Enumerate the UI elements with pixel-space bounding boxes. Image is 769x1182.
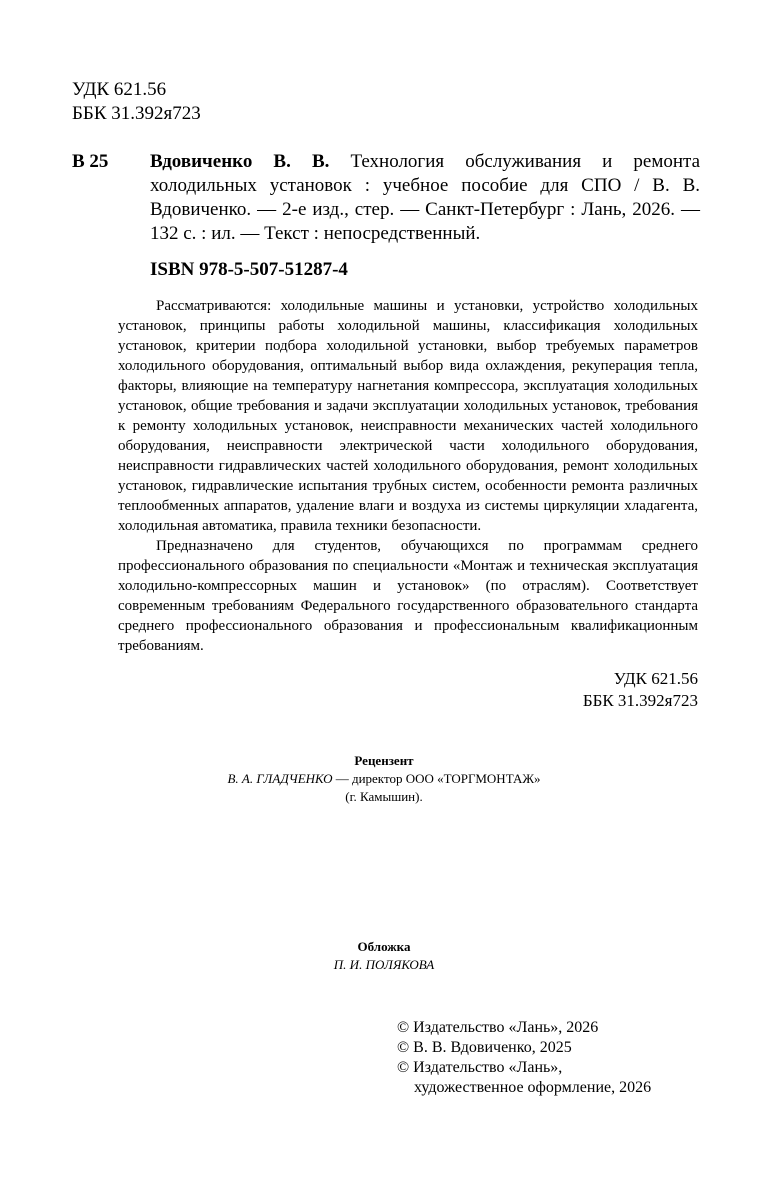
udk-code: УДК 621.56 bbox=[72, 79, 167, 100]
cover-label: Обложка bbox=[357, 939, 411, 954]
copyright-line-2: © В. В. Вдовиченко, 2025 bbox=[397, 1039, 572, 1056]
cover-designer: П. И. ПОЛЯКОВА bbox=[333, 957, 435, 972]
title-description: Технология обслуживания и ремонта холодильных установок : учебное пособие для СПО / В. В. Вдовиченко. — 2-е изд., стер. — Санкт-Петербург : Лань, 2026. — 132 с. : ил. — Текст : непосредственный. bbox=[150, 151, 701, 244]
copyright-line-3: © Издательство «Лань», bbox=[397, 1059, 563, 1076]
reviewer-label: Рецензент bbox=[354, 753, 414, 768]
bibliographic-description bbox=[150, 150, 700, 246]
copyright-line-1: © Издательство «Лань», 2026 bbox=[397, 1019, 599, 1036]
copyright-line-4: художественное оформление, 2026 bbox=[414, 1079, 652, 1096]
author-name: Вдовиченко В. В. bbox=[150, 151, 330, 172]
udk-code-bottom: УДК 621.56 bbox=[613, 669, 698, 688]
reviewer-city: (г. Камышин). bbox=[345, 789, 423, 804]
reviewer-line bbox=[200, 770, 568, 788]
cover-block bbox=[200, 938, 568, 974]
classification-footer bbox=[520, 668, 698, 712]
bibliographic-entry bbox=[72, 150, 700, 246]
classification-header bbox=[72, 78, 201, 126]
reviewer-block bbox=[200, 752, 568, 806]
reviewer-name: В. А. ГЛАДЧЕНКО bbox=[227, 771, 333, 786]
bbk-code-bottom: ББК 31.392я723 bbox=[582, 691, 698, 710]
bbk-code: ББК 31.392я723 bbox=[72, 103, 201, 124]
author-sign-code: В 25 bbox=[72, 151, 109, 172]
annotation-paragraph-1: Рассматриваются: холодильные машины и установки, устройство холодильных установок, принципы работы холодильной машины, классификация холодильных установок, критерии подбора холодильной установки, выбор требуемых параметров холодильного оборудования, оптимальный выбор вида охлаждения, рекуперация тепла, факторы, влияющие на температуру нагнетания компрессора, эксплуатация холодильных установок, общие требования и задачи эксплуатации холодильных установок, требования к ремонту холодильных установок, неисправности механических частей холодильного оборудования, неисправности электрической части холодильного оборудования, неисправности гидравлических частей холодильного оборудования, ремонт холодильных установок, гидравлические испытания трубных систем, особенности ремонта различных теплообменных аппаратов, удаление влаги и воздуха из системы циркуляции хладагента, холодильная автоматика, правила техники безопасности. bbox=[118, 298, 698, 534]
copyright-block bbox=[397, 1018, 651, 1098]
reviewer-position: — директор ООО «ТОРГМОНТАЖ» bbox=[332, 771, 541, 786]
isbn: ISBN 978-5-507-51287-4 bbox=[150, 259, 348, 280]
annotation-paragraph-2: Предназначено для студентов, обучающихся по программам среднего профессионального образования по специальности «Монтаж и техническая эксплуатация холодильно-компрессорных машин и установок» (по отраслям). Соответствует современным требованиям Федерального государственного образовательного стандарта среднего профессионального образования и профессиональным квалификационным требованиям. bbox=[118, 538, 698, 654]
annotation bbox=[118, 296, 698, 656]
